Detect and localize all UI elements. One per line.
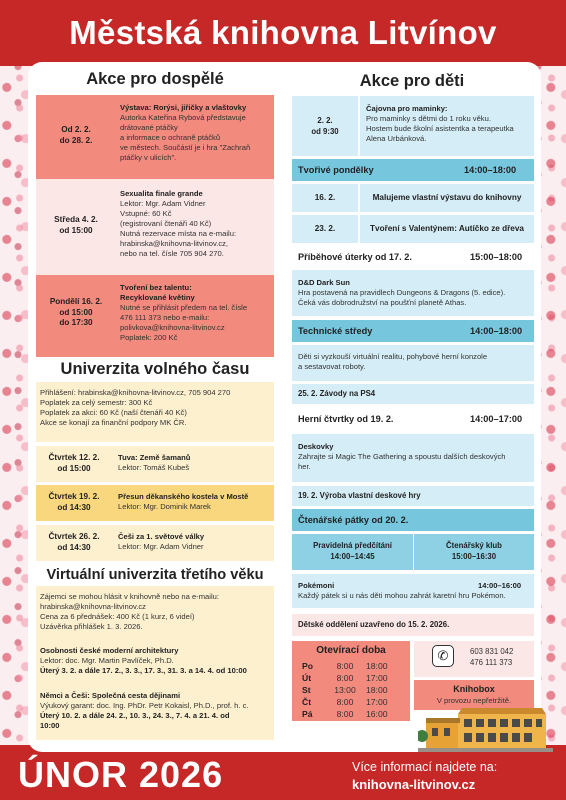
kids-heading: Akce pro děti <box>359 72 465 90</box>
herni-note: 19. 2. Výroba vlastní deskové hry <box>298 491 421 500</box>
pribehove-subtitle: D&D Dark Sun <box>298 278 350 287</box>
hours-title: Otevírací doba <box>316 645 386 656</box>
ctenarske-header <box>292 509 534 531</box>
tvorive-row-2-text: Tvoření s Valentýnem: Autíčko ze dřeva <box>370 224 524 233</box>
more-info-block <box>352 759 497 793</box>
ctenarske-title: Čtenářské pátky od 20. 2. <box>298 515 409 525</box>
adults-heading: Akce pro dospělé <box>86 70 224 88</box>
tvorive-time: 14:00–18:00 <box>464 165 517 175</box>
uvc-event-3-text: Lektor: Mgr. Adam Vidner <box>118 542 204 551</box>
adult-event-3-text: Nutné se přihlásit předem na tel. čísle 476 111 373 nebo e-mailu: polivkova@knihovna-litvinov.cz Poplatek: 200 Kč <box>120 303 248 342</box>
tvorive-row-2-date-cell <box>292 215 358 243</box>
uvc-event-2-date-cell <box>36 485 112 521</box>
ctenarske-left-cell <box>292 534 413 570</box>
technicke-time: 14:00–18:00 <box>470 326 523 336</box>
vu3v-info: Zájemci se mohou hlásit v knihovně nebo na e-mailu: hrabinska@knihovna-litvinov.cz Cena za 6 přednášek: 400 Kč (1 kurz, 6 videí) Uzávěrka přihlášek 1. 3. 2026. <box>40 592 219 631</box>
herni-text: Zahrajte si Magic The Gathering a spoustu dalších deskových her. <box>298 452 506 471</box>
herni-time: 14:00–17:00 <box>470 414 523 424</box>
knihobox-text: V provozu nepřetržitě. <box>436 696 512 705</box>
technicke-text: Děti si vyzkouší virtuální realitu, pohybové herní konzole a sestavovat roboty. <box>292 345 534 381</box>
adult-event-2-text: Lektor: Mgr. Adam Vidner Vstupné: 60 Kč (registrovaní čtenáři 40 Kč) Nutná rezervace místa na e-mailu: hrabinska@knihovna-litvinov.cz, nebo na tel. čísle 705 904 270. <box>120 199 237 258</box>
hours-row: Pá 8:00 16:00 <box>302 709 388 719</box>
adult-event-2-date: Středa 4. 2. od 15:00 <box>54 215 98 235</box>
vu3v-course-1 <box>40 646 272 676</box>
cajovna-date: 2. 2. od 9:30 <box>311 116 339 136</box>
library-building-illustration <box>418 700 553 752</box>
hours-table <box>302 660 406 720</box>
hours-box <box>292 641 410 721</box>
herni-note-box <box>292 486 534 506</box>
uvc-event-2-date: Čtvrtek 19. 2. od 14:30 <box>48 492 100 512</box>
pribehove-body <box>292 270 534 316</box>
pokemon-title: Pokémoni <box>298 581 335 590</box>
vu3v-course-2-title: Němci a Češi: Společná cesta dějinami <box>40 691 181 700</box>
vu3v-course-1-title: Osobnosti české moderní architektury <box>40 646 179 655</box>
knihobox-title: Knihobox <box>453 684 495 694</box>
contact-phones: 603 831 042 476 111 373 <box>470 647 514 667</box>
vu3v-course-2-dates: Úterý 10. 2. a dále 24. 2., 10. 3., 24. 3., 7. 4. a 21. 4. od 10:00 <box>40 711 230 730</box>
uvc-event-1-date-cell <box>36 446 112 482</box>
pribehove-time: 15:00–18:00 <box>470 252 523 262</box>
uvc-info: Přihlášení: hrabinska@knihovna-litvinov.cz, 705 904 270 Poplatek za celý semestr: 300 Kč Poplatek za akci: 60 Kč (naší čtenáři 40 Kč) Akce se konají za finanční podpory MK ČR. <box>36 382 274 442</box>
ctenarske-right-cell <box>414 534 534 570</box>
adult-event-2-body <box>116 179 274 275</box>
phone-icon: ✆ <box>432 645 454 667</box>
vu3v-course-2-lector: Výukový garant: doc. Ing. PhDr. Petr Kokaisl, Ph.D., prof. h. c. <box>40 701 249 710</box>
uvc-event-1-body <box>112 446 274 482</box>
hours-row: Út 8:00 17:00 <box>302 673 388 683</box>
cajovna-title: Čajovna pro maminky: <box>366 104 448 113</box>
ctenarske-right: Čtenářský klub 15:00–16:30 <box>446 541 502 561</box>
adult-event-3-title: Tvoření bez talentu: Recyklované květiny <box>120 283 195 302</box>
vu3v-course-2 <box>40 691 272 731</box>
technicke-note-box <box>292 384 534 404</box>
herni-header <box>292 407 534 431</box>
ctenarske-left: Pravidelná předčítání 14:00–14:45 <box>313 541 392 561</box>
uvc-event-2-body <box>112 485 274 521</box>
adult-event-3-date: Pondělí 16. 2. od 15:00 do 17:30 <box>49 297 103 327</box>
closed-notice: Dětské oddělení uzavřeno do 15. 2. 2026. <box>298 620 450 629</box>
uvc-heading: Univerzita volného času <box>60 360 250 378</box>
hours-row: Čt 8:00 17:00 <box>302 697 388 707</box>
adult-event-3-date-cell <box>36 275 116 357</box>
adult-event-1-date-cell <box>36 95 116 179</box>
adult-event-2-date-cell <box>36 179 116 275</box>
vu3v-course-1-dates: Úterý 3. 2. a dále 17. 2., 3. 3., 17. 3., 31. 3. a 14. 4. od 10:00 <box>40 666 247 675</box>
hours-row: Po 8:00 18:00 <box>302 661 388 671</box>
pokemon-body <box>292 574 534 608</box>
pribehove-text: Hra postavená na pravidlech Dungeons & Dragons (5. edice). Čeká vás dobrodružství na poušťní planetě Athas. <box>298 288 506 307</box>
pokemon-time: 14:00–16:00 <box>478 581 522 590</box>
closed-box <box>292 614 534 636</box>
adult-event-1-date: Od 2. 2. do 28. 2. <box>59 125 93 145</box>
adult-event-1-text: Autorka Kateřina Rybová představuje drátované ptáčky a informace o ochraně ptáčků ve městech. Součástí je i hra "Zachraň ptáčky v ulicích". <box>120 113 251 162</box>
tvorive-row-1-date: 16. 2. <box>314 193 336 202</box>
pribehove-title: Příběhové úterky od 17. 2. <box>298 252 412 262</box>
cajovna-body <box>360 96 534 156</box>
vu3v-heading: Virtuální univerzita třetího věku <box>46 567 264 583</box>
uvc-event-1-title: Tuva: Země šamanů <box>118 453 191 462</box>
herni-subtitle: Deskovky <box>298 442 334 451</box>
adult-event-2-title: Sexualita finale grande <box>120 189 203 198</box>
adult-event-3-body <box>116 275 274 357</box>
adult-event-1-body <box>116 95 274 179</box>
uvc-event-3-date-cell <box>36 525 112 561</box>
uvc-event-3-body <box>112 525 274 561</box>
cajovna-text: Pro maminky s dětmi do 1 roku věku. Hostem bude školní asistentka a terapeutka Alena Urbánková. <box>366 114 514 143</box>
pokemon-text: Každý pátek si u nás děti mohou zahrát karetní hru Pokémon. <box>298 591 506 600</box>
tvorive-row-1-date-cell <box>292 184 358 212</box>
tvorive-row-1-body <box>360 184 534 212</box>
technicke-note: 25. 2. Závody na PS4 <box>298 389 376 398</box>
tvorive-row-2-body <box>360 215 534 243</box>
herni-title: Herní čtvrtky od 19. 2. <box>298 414 394 424</box>
uvc-event-3-date: Čtvrtek 26. 2. od 14:30 <box>48 532 100 552</box>
tvorive-header <box>292 159 534 181</box>
hours-row: St 13:00 18:00 <box>302 685 388 695</box>
uvc-event-2-text: Lektor: Mgr. Dominik Marek <box>118 502 211 511</box>
cajovna-date-cell <box>292 96 358 156</box>
more-info-text: Více informací najdete na: <box>352 760 498 774</box>
month-title: ÚNOR 2026 <box>18 754 224 795</box>
technicke-title: Technické středy <box>298 326 373 336</box>
herni-body <box>292 434 534 482</box>
uvc-event-1-text: Lektor: Tomáš Kubeš <box>118 463 190 472</box>
vu3v-course-1-lector: Lektor: doc. Mgr. Martin Pavlíček, Ph.D. <box>40 656 174 665</box>
main-title: Městská knihovna Litvínov <box>69 14 497 51</box>
tvorive-title: Tvořivé pondělky <box>298 165 374 175</box>
website-link[interactable]: knihovna-litvinov.cz <box>352 777 476 792</box>
pribehove-header <box>292 246 534 268</box>
uvc-event-1-date: Čtvrtek 12. 2. od 15:00 <box>48 453 100 473</box>
tvorive-row-1-text: Malujeme vlastní výstavu do knihovny <box>372 193 522 202</box>
uvc-event-2-title: Přesun děkanského kostela v Mostě <box>118 492 249 501</box>
tvorive-row-2-date: 23. 2. <box>314 224 336 233</box>
adult-event-1-title: Výstava: Rorýsi, jiřičky a vlaštovky <box>120 103 247 112</box>
uvc-event-3-title: Češi za 1. světové války <box>118 532 205 541</box>
technicke-header <box>292 320 534 342</box>
